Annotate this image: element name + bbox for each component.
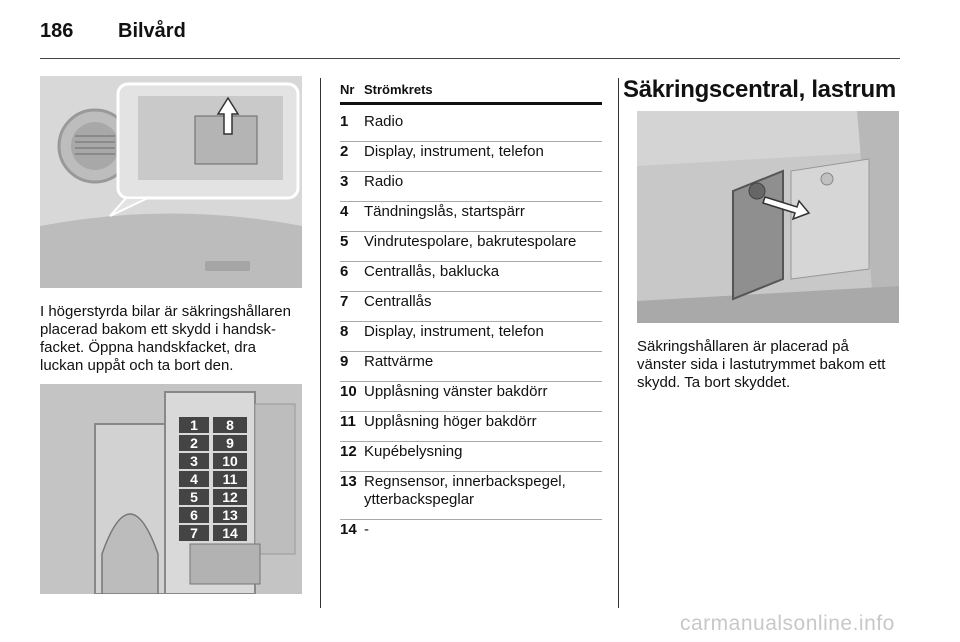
- svg-text:6: 6: [190, 507, 198, 523]
- glovebox-illustration: [40, 76, 302, 288]
- fuse-label-6: [179, 507, 209, 523]
- column-divider-right: [618, 78, 619, 608]
- table-row: 2 Display, instrument, telefon: [340, 142, 602, 172]
- table-row: 11 Upplåsning höger bakdörr: [340, 412, 602, 442]
- fuse-label-5: [179, 489, 209, 505]
- fuse-label-11: [213, 471, 247, 487]
- table-row: 12 Kupébelysning: [340, 442, 602, 472]
- page-number: 186: [40, 20, 74, 42]
- table-row: 8 Display, instrument, telefon: [340, 322, 602, 352]
- svg-text:1: 1: [190, 417, 198, 433]
- svg-text:10: 10: [222, 453, 238, 469]
- cargo-area-instructions: Säkringshållaren är placerad på vänster sida i lastutrymmet bakom ett skydd. Ta bort skyddet.: [637, 338, 886, 391]
- table-row: 14 -: [340, 521, 369, 538]
- fuse-label-3: [179, 453, 209, 469]
- svg-text:11: 11: [222, 471, 238, 487]
- table-row: 13 Regnsensor, innerbackspegel, ytterbackspeglar: [340, 472, 602, 520]
- fuse-label-4: [179, 471, 209, 487]
- fuse-label-9: [213, 435, 247, 451]
- svg-text:5: 5: [190, 489, 198, 505]
- svg-text:4: 4: [190, 471, 198, 487]
- table-row: 9 Rattvärme: [340, 352, 602, 382]
- svg-text:9: 9: [226, 435, 234, 451]
- table-row: 3 Radio: [340, 172, 602, 202]
- table-row: 1 Radio: [340, 105, 602, 142]
- header-rule: [40, 58, 900, 59]
- table-row: 7 Centrallås: [340, 292, 602, 322]
- column-header-circuit: Strömkrets: [364, 82, 433, 97]
- table-row: 10 Upplåsning vänster bakdörr: [340, 382, 602, 412]
- table-row: 4 Tändningslås, startspärr: [340, 202, 602, 232]
- svg-text:7: 7: [190, 525, 198, 541]
- watermark: carmanualsonline.info: [680, 612, 895, 635]
- fusebox-illustration: [40, 384, 302, 594]
- section-title: Säkringscentral, lastrum: [623, 76, 896, 103]
- svg-text:2: 2: [190, 435, 198, 451]
- chapter-title: Bilvård: [118, 20, 186, 42]
- fuse-label-14: [213, 525, 247, 541]
- fuse-table-header: [340, 82, 602, 105]
- fuse-label-8: [213, 417, 247, 433]
- glovebox-instructions: I högerstyrda bilar är säkringshållaren placerad bakom ett skydd i handsk- facket. Öppna handskfacket, dra luckan uppåt och ta bort den.: [40, 303, 291, 374]
- svg-text:3: 3: [190, 453, 198, 469]
- fuse-label-7: [179, 525, 209, 541]
- table-row: 5 Vindrutespolare, bakrutespolare: [340, 232, 602, 262]
- fuse-label-13: [213, 507, 247, 523]
- svg-text:8: 8: [226, 417, 234, 433]
- column-header-nr: Nr: [340, 82, 355, 97]
- fuse-table: [340, 82, 602, 549]
- fuse-label-1: [179, 417, 209, 433]
- column-divider-left: [320, 78, 321, 608]
- svg-text:13: 13: [222, 507, 238, 523]
- fuse-label-10: [213, 453, 247, 469]
- table-row: 6 Centrallås, baklucka: [340, 262, 602, 292]
- fuse-label-12: [213, 489, 247, 505]
- cargo-area-illustration: [637, 111, 899, 323]
- fuse-label-2: [179, 435, 209, 451]
- svg-text:12: 12: [222, 489, 238, 505]
- svg-text:14: 14: [222, 525, 238, 541]
